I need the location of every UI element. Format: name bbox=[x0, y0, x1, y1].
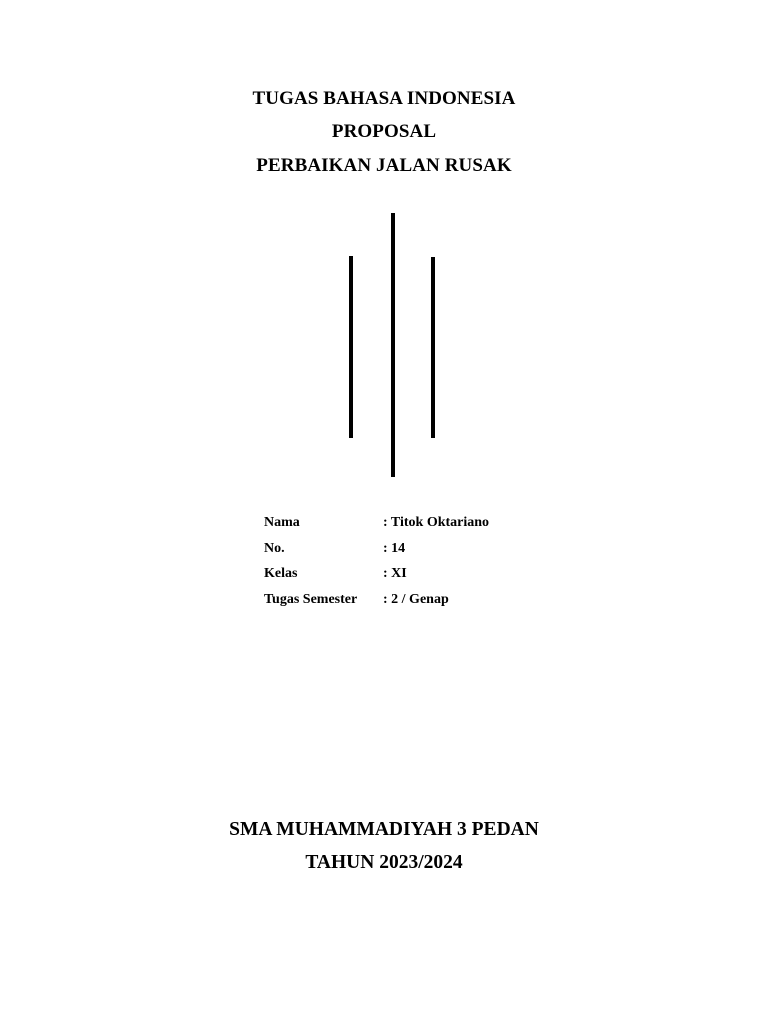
info-value: : Titok Oktariano bbox=[383, 515, 490, 530]
info-value: : 2 / Genap bbox=[383, 591, 449, 607]
left-vertical-bar bbox=[349, 256, 353, 438]
title-document-type: PROPOSAL bbox=[331, 121, 437, 142]
school-name: SMA MUHAMMADIYAH 3 PEDAN bbox=[229, 819, 539, 840]
right-vertical-bar bbox=[431, 257, 435, 438]
info-value: : XI bbox=[383, 566, 407, 581]
student-info bbox=[264, 513, 489, 615]
center-vertical-bar bbox=[391, 213, 395, 477]
info-row-semester bbox=[264, 590, 489, 616]
info-label: Kelas bbox=[264, 566, 298, 581]
info-value: : 14 bbox=[383, 540, 406, 556]
info-row-name bbox=[264, 513, 489, 539]
title-subject: TUGAS BAHASA INDONESIA bbox=[252, 88, 516, 109]
info-label: Tugas Semester bbox=[264, 591, 358, 607]
title-topic: PERBAIKAN JALAN RUSAK bbox=[256, 155, 512, 176]
info-label: Nama bbox=[264, 515, 300, 530]
info-label: No. bbox=[264, 540, 285, 556]
academic-year: TAHUN 2023/2024 bbox=[305, 852, 463, 873]
info-row-class bbox=[264, 564, 489, 590]
info-row-number bbox=[264, 539, 489, 565]
